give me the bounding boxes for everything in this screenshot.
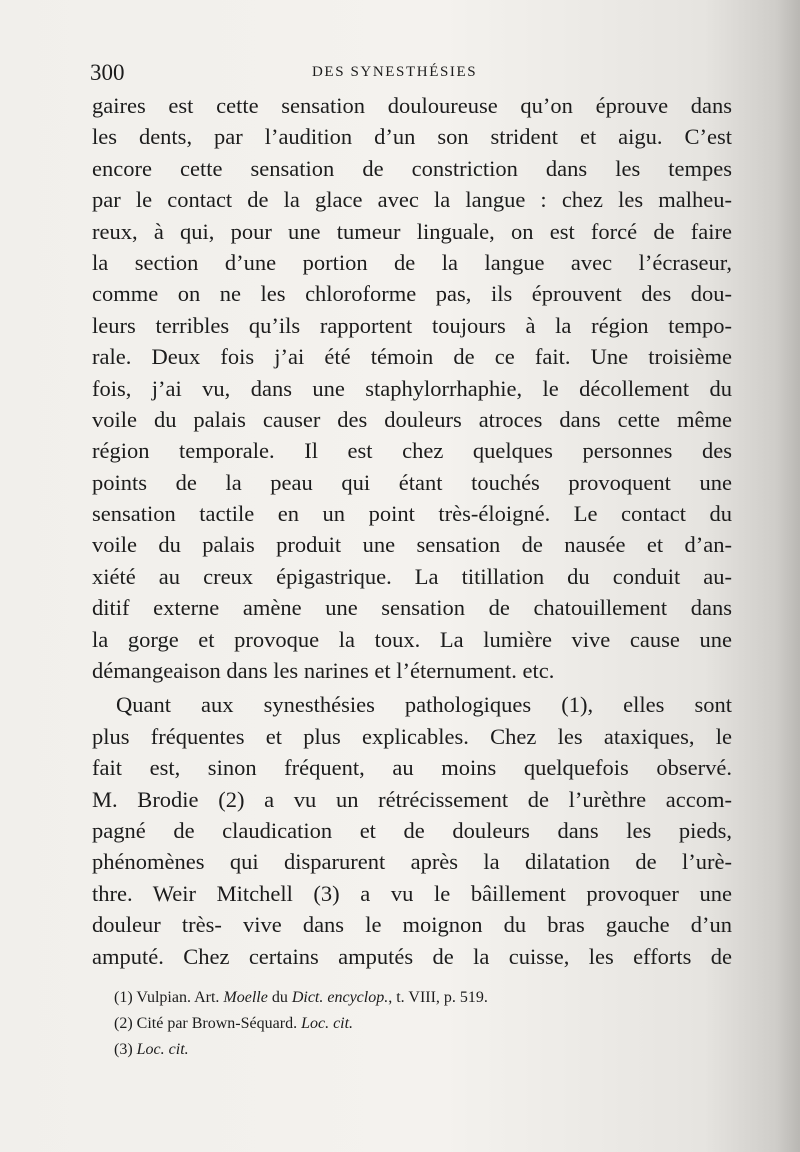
footnote-marker: (3) — [114, 1041, 133, 1058]
text-line: reux, à qui, pour une tumeur linguale, on est forcé de faire — [92, 218, 732, 244]
text-line: région temporale. Il est chez quelques personnes des — [92, 438, 732, 464]
text-line: ditif externe amène une sensation de chatouillement dans — [92, 595, 732, 621]
text-line: leurs terribles qu’ils rapportent toujours à la région tempo- — [92, 312, 732, 338]
body-text — [92, 90, 732, 972]
text-line: la gorge et provoque la toux. La lumière vive cause une — [92, 626, 732, 652]
text-line: xiété au creux épigastrique. La titillation du conduit au- — [92, 563, 732, 589]
text-line: Quant aux synesthésies pathologiques (1), elles sont — [116, 692, 732, 718]
footnote-3 — [114, 1037, 674, 1063]
text-line: la section d’une portion de la langue avec l’écraseur, — [92, 249, 732, 275]
text-line: fait est, sinon fréquent, au moins quelquefois observé. — [92, 755, 732, 781]
footnote-text: Cité par Brown-Séquard. — [136, 1015, 298, 1032]
text-line: points de la peau qui étant touchés provoquent une — [92, 469, 732, 495]
text-line: comme on ne les chloroforme pas, ils éprouvent des dou- — [92, 281, 732, 307]
text-line: thre. Weir Mitchell (3) a vu le bâillement provoquer une — [92, 880, 732, 906]
text-line: phénomènes qui disparurent après la dilatation de l’urè- — [92, 849, 732, 875]
footnote-text: , t. VIII, p. 519. — [388, 989, 488, 1006]
text-line: les dents, par l’audition d’un son strident et aigu. C’est — [92, 124, 732, 150]
footnote-2 — [114, 1011, 674, 1037]
footnotes — [114, 985, 674, 1063]
text-line: douleur très- vive dans le moignon du bras gauche d’un — [92, 912, 732, 938]
footnote-work-title: Moelle — [223, 989, 268, 1006]
footnote-1 — [114, 985, 674, 1011]
footnote-marker: (2) — [114, 1015, 133, 1032]
text-line: amputé. Chez certains amputés de la cuisse, les efforts de — [92, 943, 732, 969]
footnote-reference: Loc. cit. — [136, 1041, 189, 1058]
paragraph-2 — [92, 689, 732, 972]
footnote-text: Vulpian. Art. — [136, 989, 220, 1006]
page-header — [90, 60, 730, 88]
footnote-text: du — [271, 989, 288, 1006]
text-line: rale. Deux fois j’ai été témoin de ce fait. Une troisième — [92, 344, 732, 370]
text-line: fois, j’ai vu, dans une staphylorrhaphie, le décollement du — [92, 375, 732, 401]
footnote-source-title: Dict. encyclop. — [291, 989, 389, 1006]
footnote-reference: Loc. cit. — [301, 1015, 354, 1032]
running-title: DES SYNESTHÉSIES — [312, 64, 478, 80]
page-number: 300 — [90, 60, 125, 85]
text-line: M. Brodie (2) a vu un rétrécissement de l’urèthre accom- — [92, 786, 732, 812]
text-line: sensation tactile en un point très-éloigné. Le contact du — [92, 501, 732, 527]
text-line: gaires est cette sensation douloureuse qu’on éprouve dans — [92, 93, 732, 118]
text-line: pagné de claudication et de douleurs dans les pieds, — [92, 817, 732, 843]
text-line: voile du palais causer des douleurs atroces dans cette même — [92, 406, 732, 432]
text-line: voile du palais produit une sensation de nausée et d’an- — [92, 532, 732, 558]
text-line: par le contact de la glace avec la langue : chez les malheu- — [92, 187, 732, 213]
footnote-marker: (1) — [114, 989, 133, 1006]
text-line: encore cette sensation de constriction dans les tempes — [92, 155, 732, 181]
text-line: démangeaison dans les narines et l’éternument. etc. — [92, 658, 555, 684]
paragraph-1 — [92, 90, 732, 686]
text-line: plus fréquentes et plus explicables. Chez les ataxiques, le — [92, 723, 732, 749]
